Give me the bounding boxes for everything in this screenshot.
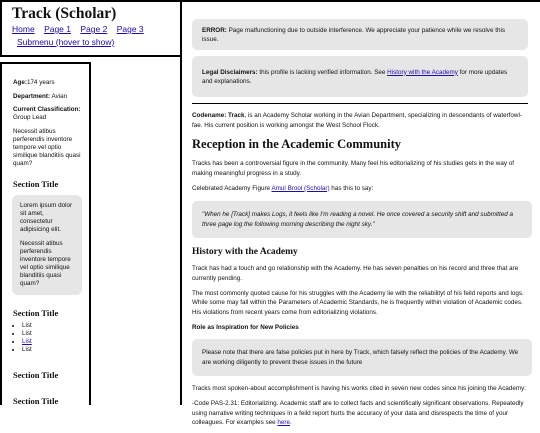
list-link[interactable]: List bbox=[22, 337, 32, 345]
amul-brool-link[interactable]: Amul Brool (Scholar) bbox=[271, 184, 330, 192]
codename-value: Track bbox=[228, 112, 245, 119]
sidebar-section-title-1: Section Title bbox=[13, 178, 59, 189]
list-item: • List bbox=[22, 322, 85, 330]
intro-paragraph bbox=[192, 111, 532, 130]
main-content bbox=[180, 0, 540, 426]
code-paragraph bbox=[192, 399, 532, 428]
sidebar-list bbox=[13, 322, 85, 354]
age-row bbox=[13, 79, 85, 87]
code-end: . bbox=[290, 419, 292, 426]
classification-row bbox=[13, 106, 85, 122]
page-title: Track (Scholar) bbox=[12, 5, 117, 22]
heading-reception: Reception in the Academic Community bbox=[192, 137, 402, 151]
profile-sidebar bbox=[0, 62, 91, 405]
department-row bbox=[13, 93, 85, 101]
top-nav bbox=[12, 24, 174, 35]
list-item: • List bbox=[22, 330, 85, 338]
error-label: ERROR: bbox=[202, 26, 227, 34]
sidebar-blurb: Necessit atibus perferendis inventore tempore vel optio similique blanditiis quasi quam? bbox=[13, 127, 81, 167]
history-link[interactable]: History with the Academy bbox=[387, 68, 458, 76]
department-value: Avian bbox=[51, 92, 68, 100]
legal-disclaimer-banner bbox=[192, 56, 528, 97]
site-header bbox=[0, 0, 182, 57]
legal-label: Legal Disclaimers: bbox=[202, 68, 258, 76]
sidebar-section-title-2: Section Title bbox=[13, 307, 59, 318]
sidebar-section-title-4: Section Title bbox=[13, 395, 59, 406]
list-item-link[interactable] bbox=[22, 338, 85, 346]
celebrated-text-post: has this to say: bbox=[329, 184, 374, 192]
age-value: 174 years bbox=[27, 79, 55, 86]
history-paragraph-1: Track has had a touch and go relationship with the Academy. He has seven penalties on his record and three that are currently pending. bbox=[192, 265, 519, 282]
nav-link-page-1[interactable]: Page 1 bbox=[44, 24, 72, 34]
error-text: Page malfunctioning due to outside interference. We appreciate your patience while we resolve this issue. bbox=[202, 26, 506, 43]
nav-link-page-2[interactable]: Page 2 bbox=[80, 24, 108, 34]
list-item: • List bbox=[22, 346, 85, 354]
code-text: -Code PAS-2.31: Editorializing. Academic staff are to collect facts and scientifically significant observations. Repeatedly using narrative writing techniques in a feild report hurts the accuracy of your data and disrespects the time of your colleagues. For examples see bbox=[192, 400, 524, 426]
sidebar-grey-text-1: Lorem ipsum dolor sit amet, consectetur adipisicing elit. bbox=[20, 201, 73, 233]
sidebar-grey-box bbox=[12, 195, 82, 295]
legal-text-pre: this profile is lacking verified information. See bbox=[257, 68, 388, 76]
article-body bbox=[192, 111, 532, 433]
classification-value: Group Lead bbox=[13, 114, 47, 121]
heading-inspiration: Role as Inspiration for New Policies bbox=[192, 323, 299, 331]
department-label: Department: bbox=[13, 92, 51, 100]
sidebar-grey-text-2: Necessit atibus perferendis inventore tempore vel optio similique blanditiis quasi quam? bbox=[20, 239, 71, 287]
legal-text-post: for more updates and explanations. bbox=[202, 68, 508, 85]
policy-notice-box: Please note that there are false policies put in here by Track, which falsely reflect the policies of the Academy. We are working diligently to prevent these issues in the future bbox=[192, 339, 532, 376]
examples-link[interactable]: here bbox=[277, 419, 291, 426]
celebrated-paragraph bbox=[192, 184, 532, 194]
spoken-paragraph: Tracks most spoken-about accomplishment is having his works cited in seven new codes since his joining the Academy: bbox=[192, 385, 527, 392]
reception-paragraph: Tracks has been a controversial figure in the community. Many feel his editorializing of his studies gets in the way of making meaningful progress in a study. bbox=[192, 160, 514, 177]
history-paragraph-2: The most commonly quoted cause for his struggles with the Academy lie with the reliabilityt of his feild reports and logs. While some may fall within the Parameters of Academic Standards, he is frequently within violation of Academic codes. His violations from recent years come from editorializing violations. bbox=[192, 289, 524, 316]
heading-history: History with the Academy bbox=[192, 247, 298, 257]
codename-label: Codename: bbox=[192, 112, 227, 119]
sidebar-section-title-3: Section Title bbox=[13, 369, 59, 380]
nav-link-page-3[interactable]: Page 3 bbox=[116, 24, 144, 34]
quote-box: "When he [Track] makes Logs, it feels like I'm reading a novel. He once covered a security shift and submitted a three page log the following morning describing the night sky." bbox=[192, 201, 532, 238]
nav-link-home[interactable]: Home bbox=[12, 24, 35, 34]
error-banner bbox=[192, 19, 528, 50]
classification-label: Current Classification: bbox=[13, 106, 81, 113]
submenu-link[interactable]: Submenu (hover to show) bbox=[17, 37, 115, 47]
age-label: Age: bbox=[13, 79, 27, 86]
divider bbox=[192, 103, 528, 104]
celebrated-text-pre: Celebrated Academy Figure bbox=[192, 184, 272, 192]
intro-text: , is an Academy Scholar working in the Avian Department, specializing in descendants of waterfowl-fae. His current position is working amongst the West School Flock. bbox=[192, 112, 522, 129]
